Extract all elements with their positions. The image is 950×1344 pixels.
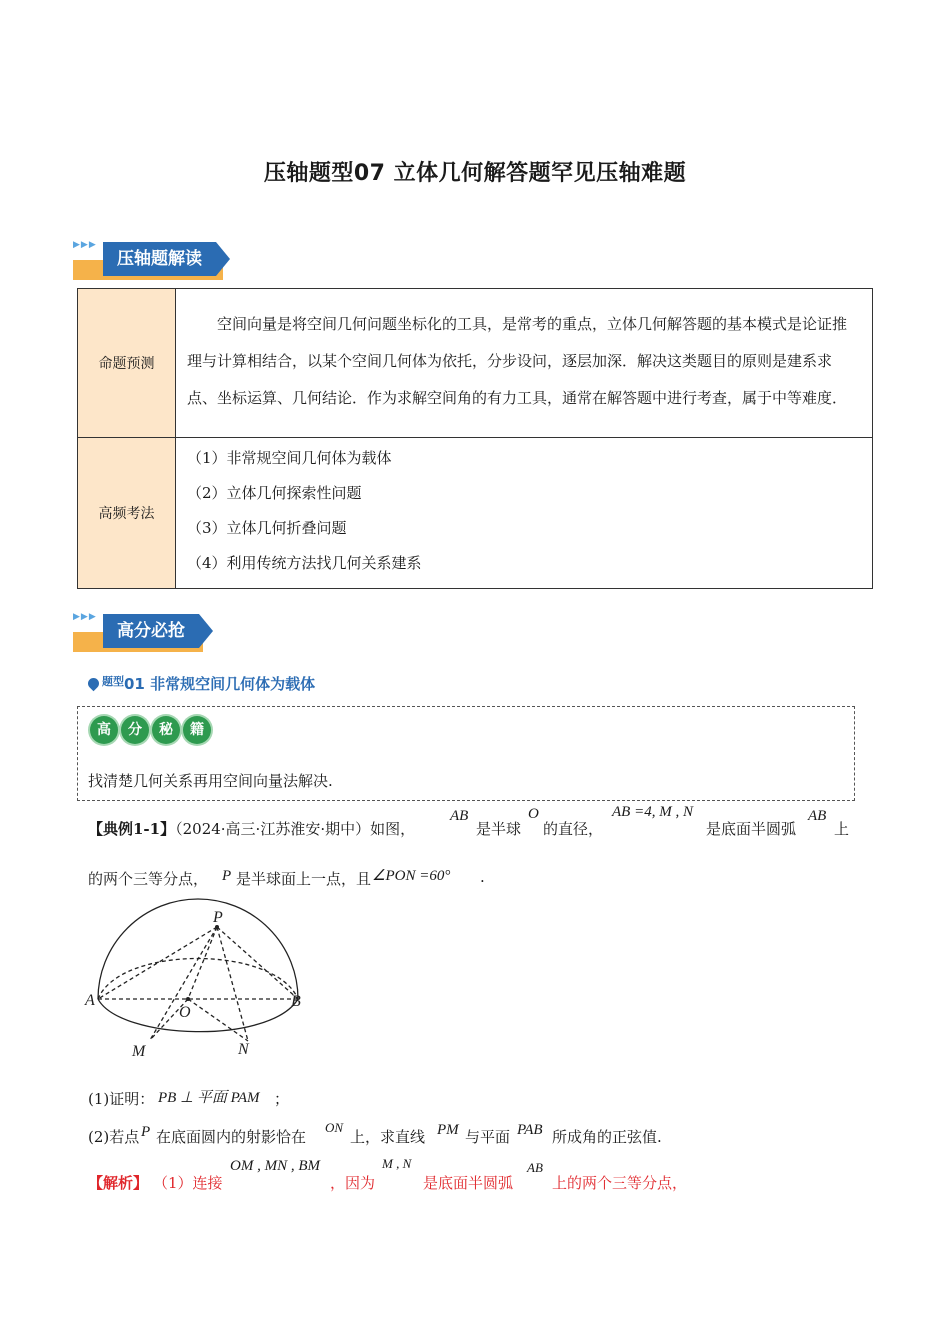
analysis-text: ，因为: [330, 1174, 376, 1192]
banner-label: 压轴题解读: [103, 242, 216, 276]
example-text: 上: [834, 820, 850, 838]
example-period: .: [480, 868, 485, 886]
hemisphere-figure: [80, 895, 310, 1065]
question-type-heading: [88, 673, 315, 694]
analysis-text: 上的两个三等分点，: [552, 1174, 688, 1192]
qtype-tag: 题型: [102, 675, 124, 688]
example-line-2: 的两个三等分点，: [88, 870, 209, 888]
segment-po: [188, 927, 217, 999]
prediction-text: 空间向量是将空间几何问题坐标化的工具，是常考的重点，立体几何解答题的基本模式是论证推理与计算相结合，以某个空间几何体为依托，分步设问，逐层加深．解决这类题目的原则是建系求点、坐标运算、几何结论．作为求解空间角的有力工具，通常在解答题中进行考查，属于中等难度．: [187, 314, 848, 407]
tips-badges: [90, 716, 214, 744]
label-m: M: [132, 1043, 146, 1060]
q2-text: 所成角的正弦值.: [552, 1128, 662, 1146]
math-o: O: [528, 806, 539, 822]
row-body-frequent: [176, 438, 873, 589]
label-a: A: [85, 992, 95, 1009]
location-pin-icon: [86, 676, 102, 692]
qtype-label: 01 非常规空间几何体为载体: [124, 675, 316, 693]
analysis-text: 是底面半圆弧: [423, 1174, 514, 1192]
q2-prefix: (2)若点: [88, 1128, 140, 1146]
math-condition: AB =4, M , N: [612, 804, 693, 820]
q1-math: PB ⊥ 平面 PAM: [158, 1090, 260, 1106]
badge-char: 分: [121, 716, 149, 744]
segment-pb: [217, 927, 298, 999]
segment-on: [188, 999, 248, 1041]
q2-math-p: P: [141, 1124, 151, 1140]
label-p: P: [213, 909, 223, 926]
frequent-items: [177, 439, 871, 587]
badge-char: 籍: [183, 716, 211, 744]
q1-prefix: (1)证明：: [88, 1090, 155, 1108]
math-ab: AB: [450, 808, 469, 824]
list-item: （4）利用传统方法找几何关系建系: [187, 554, 422, 572]
label-n: N: [238, 1041, 249, 1058]
q2-math-pm: PM: [437, 1122, 459, 1138]
example-text: 是底面半圆弧: [706, 820, 797, 838]
hemisphere-outline: [98, 899, 298, 999]
label-b: B: [291, 993, 301, 1010]
q2-math-pab: PAB: [517, 1122, 543, 1138]
row-head-prediction: 命题预测: [78, 289, 176, 438]
example-text: 的直径，: [543, 820, 604, 838]
segment-pn: [217, 927, 248, 1041]
analysis-math-2: M , N: [382, 1156, 412, 1171]
analysis-math-1: OM , MN , BM: [230, 1158, 320, 1174]
math-arc-ab: AB: [808, 808, 827, 824]
label-o: O: [179, 1004, 191, 1021]
example-text: 是半球: [476, 820, 522, 838]
q2-math-on: ON: [325, 1120, 344, 1135]
row-body-prediction: [176, 289, 873, 438]
q2-text: 上，求直线: [350, 1128, 426, 1146]
q2-text: 与平面: [465, 1128, 511, 1146]
example-text: 是半球面上一点，且: [236, 870, 372, 888]
base-back-arc: [98, 959, 298, 1000]
q2-text: 在底面圆内的射影恰在: [156, 1128, 307, 1146]
section-banner-highscore: [73, 612, 233, 656]
page-title: 压轴题型07 立体几何解答题罕见压轴难题: [263, 161, 687, 186]
list-item: （1）非常规空间几何体为载体: [187, 449, 392, 467]
segment-pm: [150, 927, 217, 1040]
point-o: [186, 997, 190, 1001]
overview-table: [77, 288, 873, 589]
arrow-decoration-icon: ▶▶▶: [73, 240, 97, 250]
math-p: P: [222, 868, 232, 884]
example-tag: 【典例1-1】: [88, 820, 176, 838]
example-source: （2024·高三·江苏淮安·期中）如图，: [175, 820, 416, 838]
analysis-text: （1）连接: [153, 1174, 223, 1192]
analysis-math-3: AB: [527, 1160, 543, 1175]
badge-char: 高: [90, 716, 118, 744]
row-head-frequent: 高频考法: [78, 438, 176, 589]
tips-text: 找清楚几何关系再用空间向量法解决.: [88, 772, 333, 790]
q1-suffix: ；: [274, 1090, 290, 1108]
section-banner-interpretation: [73, 240, 253, 284]
badge-char: 秘: [152, 716, 180, 744]
list-item: （2）立体几何探索性问题: [187, 484, 362, 502]
banner-label: 高分必抢: [103, 614, 199, 648]
base-front-arc: [98, 999, 298, 1032]
example-line-1: [88, 818, 415, 839]
analysis-tag: 【解析】: [88, 1174, 149, 1192]
arrow-decoration-icon: ▶▶▶: [73, 612, 97, 622]
list-item: （3）立体几何折叠问题: [187, 519, 347, 537]
math-angle: ∠PON =60°: [372, 868, 451, 884]
